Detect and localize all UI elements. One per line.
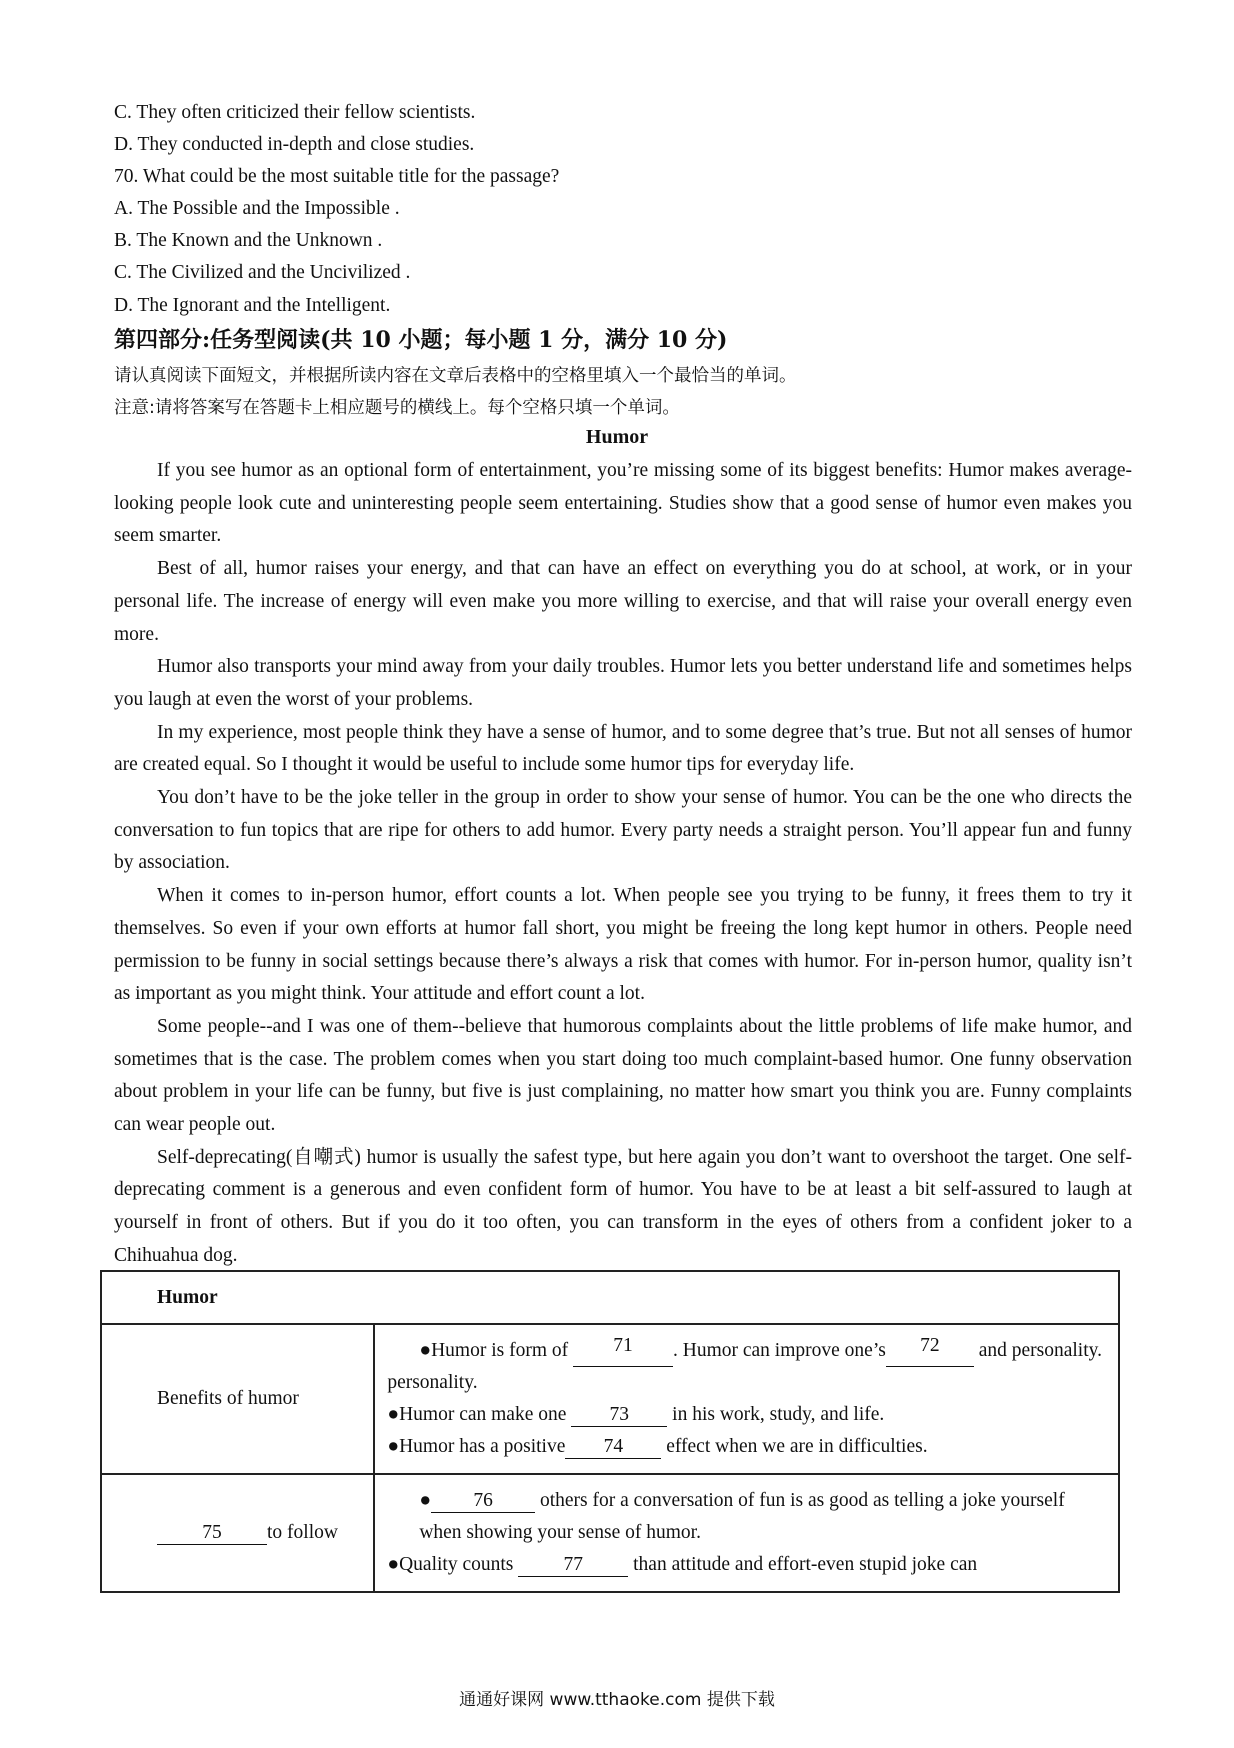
paragraph: Humor also transports your mind away from your daily troubles. Humor lets you better understand life and sometimes helps you laugh at even the worst of your problems. <box>114 656 1132 710</box>
blank-75[interactable]: 75 <box>157 1522 267 1545</box>
line-text: effect when we are in difficulties. <box>661 1436 928 1457</box>
table-line: personality. <box>387 1372 478 1393</box>
paragraph: Best of all, humor raises your energy, and that can have an effect on everything you do at school, at work, or in your personal life. The increase of energy will even make you more willing to exercise, and that will raise your overall energy even more. <box>114 558 1132 645</box>
line-text: . Humor can improve one’s <box>673 1340 886 1361</box>
blank-74[interactable]: 74 <box>565 1436 661 1459</box>
row-content-benefits <box>374 1324 1119 1474</box>
row-label-tips <box>101 1474 374 1592</box>
paragraph: Self-deprecating(自嘲式) humor is usually the safest type, but here again you don’t want to overshoot the target. One self-deprecating comment is a generous and even confident form of humor. You have to be at least a bit self-assured to laugh at yourself in front of others. But if you do it too often, you can transform in the eyes of others from a confident joker to a Chihuahua dog. <box>114 1146 1132 1266</box>
table-line <box>387 1335 1102 1367</box>
paragraph: If you see humor as an optional form of entertainment, you’re missing some of its biggest benefits: Humor makes average-looking people look cute and uninteresting people seem entertaining. Studies show that a good sense of humor even makes you seem smarter. <box>114 460 1132 547</box>
option-c: C. They often criticized their fellow scientists. <box>114 102 476 123</box>
passage-title: Humor <box>585 426 649 448</box>
line-text: in his work, study, and life. <box>667 1404 885 1425</box>
table-row <box>101 1474 1119 1592</box>
line-text: ●Humor has a positive <box>387 1436 566 1457</box>
table-line <box>387 1399 1102 1431</box>
line-text: ●Humor can make one <box>387 1404 572 1425</box>
line-text: others for a conversation of fun is as good as telling a joke yourself when showing your sense of humor. <box>419 1490 1065 1543</box>
question-70-stem: 70. What could be the most suitable title for the passage? <box>114 166 560 187</box>
paragraph: Some people--and I was one of them--believe that humorous complaints about the little problems of life make humor, and sometimes that is the case. The problem comes when you start doing too much complaint-based humor. One funny observation about problem in your life can be funny, but five is just complaining, no matter how smart you think you are. Funny complaints can wear people out. <box>114 1015 1132 1136</box>
row-label-benefits: Benefits of humor <box>101 1324 374 1474</box>
blank-73[interactable]: 73 <box>571 1404 667 1427</box>
line-text: ●Humor is form of <box>419 1340 573 1361</box>
table-line <box>387 1549 1102 1581</box>
paragraph: In my experience, most people think they have a sense of humor, and to some degree that’s true. But not all senses of humor are created equal. So I thought it would be useful to include some humor tips for everyday life. <box>114 721 1132 776</box>
blank-77[interactable]: 77 <box>518 1554 628 1577</box>
q70-option-a: A. The Possible and the Impossible . <box>114 198 400 219</box>
row-content-tips <box>374 1474 1119 1592</box>
blank-71[interactable]: 71 <box>573 1335 673 1367</box>
line-text: ● <box>419 1490 432 1511</box>
option-d: D. They conducted in-depth and close studies. <box>114 134 475 155</box>
paragraph: When it comes to in-person humor, effort counts a lot. When people see you trying to be funny, it frees them to try it themselves. So even if your own efforts at humor fall short, you might be freeing the long kept humor in others. People need permission to be funny in social settings because there’s always a risk that comes with humor. For in-person humor, quality isn’t as important as you might think. Your attitude and effort count a lot. <box>114 885 1132 1005</box>
page-footer: 通通好课网 www.tthaoke.com 提供下载 <box>459 1690 775 1710</box>
q70-option-c: C. The Civilized and the Uncivilized . <box>114 262 411 283</box>
table-header-row <box>101 1271 1119 1324</box>
table-row <box>101 1324 1119 1474</box>
blank-72[interactable]: 72 <box>886 1335 974 1367</box>
table-line <box>387 1431 1102 1463</box>
line-text: to follow <box>267 1522 338 1543</box>
table-line <box>387 1485 1102 1549</box>
task-table <box>100 1270 1120 1593</box>
table-header: Humor <box>101 1271 1119 1324</box>
line-text: ●Quality counts <box>387 1554 519 1575</box>
passage-body <box>114 455 1132 1273</box>
section-instruction: 请认真阅读下面短文，并根据所读内容在文章后表格中的空格里填入一个最恰当的单词。 <box>114 366 797 386</box>
section-note: 注意:请将答案写在答题卡上相应题号的横线上。每个空格只填一个单词。 <box>114 398 680 418</box>
line-text: than attitude and effort-even stupid joke can <box>628 1554 978 1575</box>
paragraph: You don’t have to be the joke teller in the group in order to show your sense of humor. You can be the one who directs the conversation to fun topics that are ripe for others to add humor. Every party needs a straight person. You’ll appear fun and funny by association. <box>114 787 1132 874</box>
line-text: and personality. <box>973 1340 1102 1361</box>
q70-option-d: D. The Ignorant and the Intelligent. <box>114 295 391 316</box>
section-title: 第四部分:任务型阅读(共 10 小题；每小题 1 分，满分 10 分) <box>114 327 728 353</box>
q70-option-b: B. The Known and the Unknown . <box>114 230 383 251</box>
blank-76[interactable]: 76 <box>431 1490 535 1513</box>
